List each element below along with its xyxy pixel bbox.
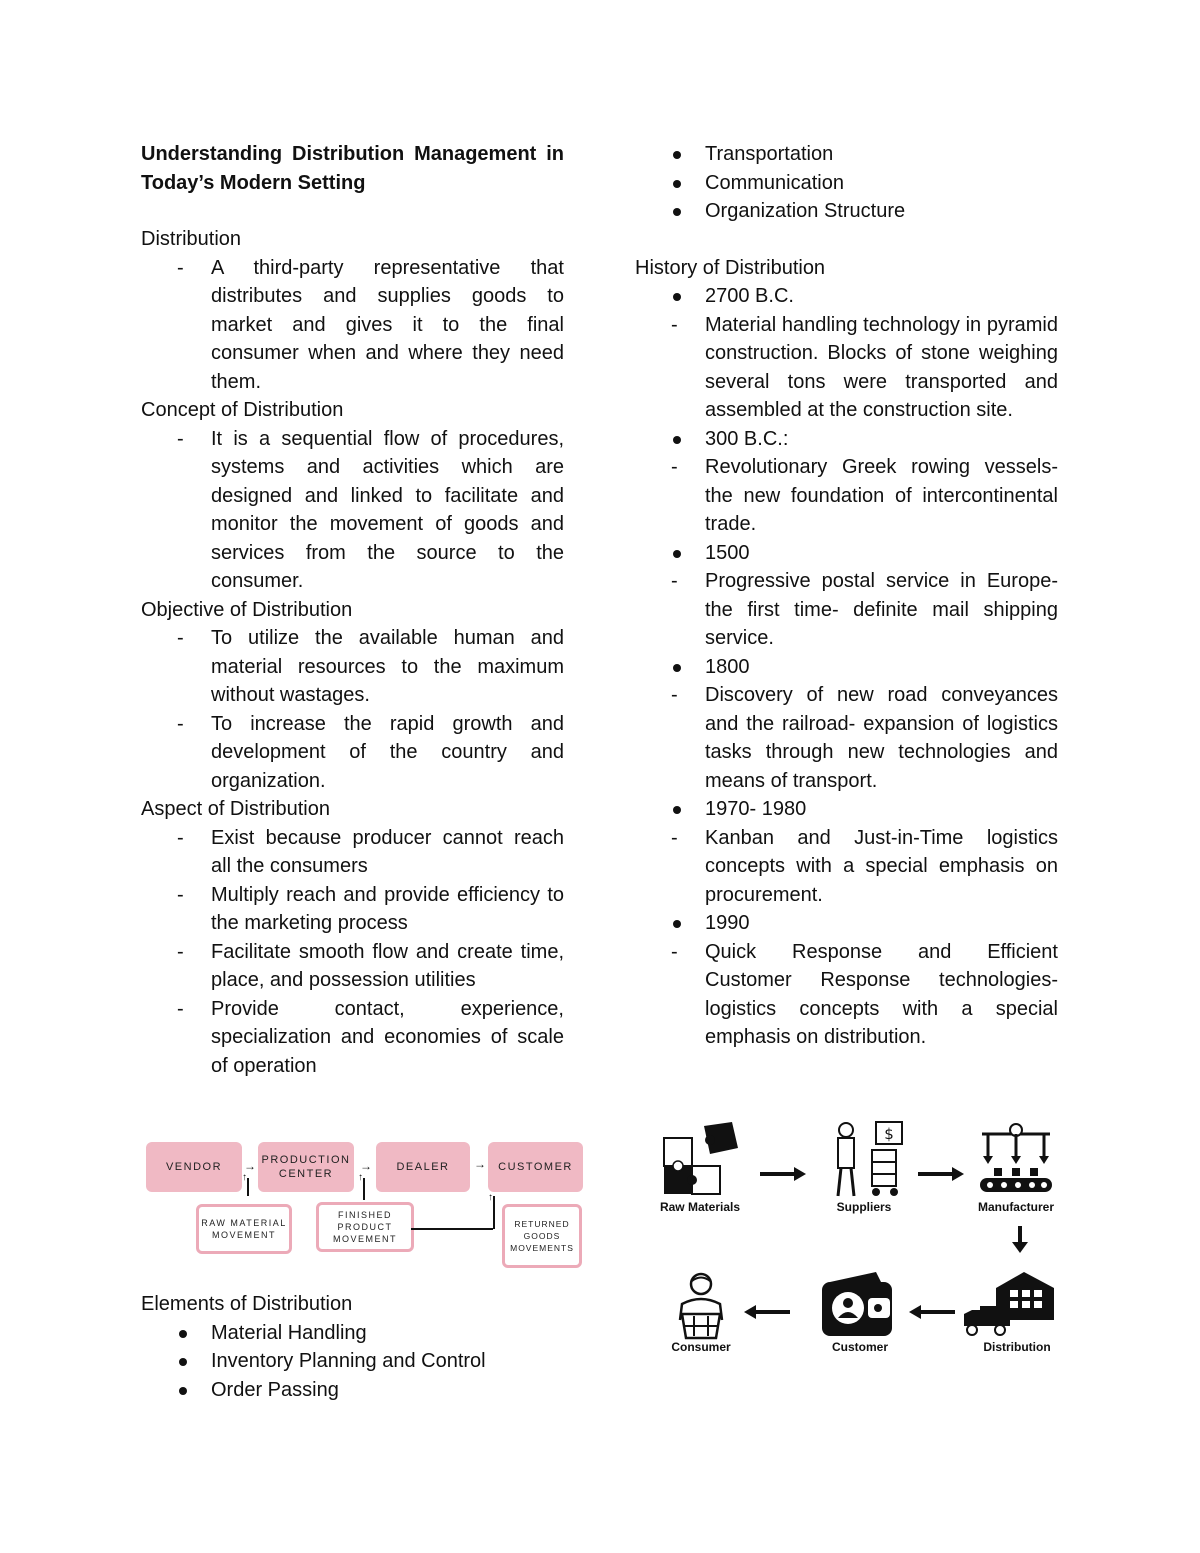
shopper-basket-icon <box>674 1272 728 1340</box>
section-list <box>141 254 564 397</box>
history-text: - Kanban and Just-in-Time logistics concepts with a special emphasis on procurement. <box>635 824 1058 910</box>
history-year: 1800 <box>635 653 1058 682</box>
svg-text:$: $ <box>884 1125 894 1143</box>
section-list <box>141 624 564 795</box>
section-heading: Concept of Distribution <box>141 399 344 421</box>
right-column <box>635 140 1058 1052</box>
arrow-left-icon <box>742 1304 792 1320</box>
chain-label: Customer <box>831 1340 888 1354</box>
list-item: - Provide contact, experience, specialization and economies of scale of operation <box>141 995 564 1081</box>
list-item: Material Handling <box>141 1319 564 1348</box>
list-item: Communication <box>635 169 1058 198</box>
section-heading: Elements of Distribution <box>141 1293 353 1315</box>
history-year: 1500 <box>635 539 1058 568</box>
connector-line <box>363 1178 365 1200</box>
history-text: - Material handling technology in pyramid construction. Blocks of stone weighing several tons were transported and assembled at the construction site. <box>635 311 1058 425</box>
list-item: - Exist because producer cannot reach all the consumers <box>141 824 564 881</box>
connector-line <box>411 1228 493 1230</box>
elements-list-continued <box>635 140 1058 226</box>
history-list <box>635 282 1058 311</box>
section-heading: Distribution <box>141 228 242 250</box>
wallet-icon <box>820 1270 896 1340</box>
section-heading: Objective of Distribution <box>141 598 353 621</box>
distribution-flow-diagram <box>141 1138 586 1268</box>
history-year: 2700 B.C. <box>635 282 1058 311</box>
arrow-up-icon: ↑ <box>242 1172 247 1183</box>
raw-material-movement-box: RAW MATERIAL MOVEMENT <box>196 1204 292 1254</box>
arrow-down-icon <box>1010 1226 1030 1254</box>
arrow-right-icon: → <box>360 1159 372 1173</box>
elements-section <box>141 1290 564 1404</box>
arrow-right-icon <box>916 1166 966 1182</box>
left-column <box>141 140 564 1080</box>
section-list <box>141 824 564 1081</box>
chain-label: Manufacturer <box>977 1200 1054 1214</box>
dealer-box: DEALER <box>376 1142 470 1192</box>
chain-label: Raw Materials <box>659 1200 741 1214</box>
list-item: - Multiply reach and provide efficiency to the marketing process <box>141 881 564 938</box>
history-text: - Quick Response and Efficient Customer Response technologies- logistics concepts with a special emphasis on distribution. <box>635 938 1058 1052</box>
history-text: - Revolutionary Greek rowing vessels- the new foundation of intercontinental trade. <box>635 453 1058 539</box>
returned-goods-movements-box: RETURNED GOODS MOVEMENTS <box>502 1204 582 1268</box>
puzzle-icon <box>662 1120 742 1198</box>
worker-with-cart-icon <box>828 1120 906 1200</box>
arrow-right-icon: → <box>244 1159 256 1173</box>
connector-line <box>493 1196 495 1229</box>
list-item: - To increase the rapid growth and development of the country and organization. <box>141 710 564 796</box>
list-item: Inventory Planning and Control <box>141 1347 564 1376</box>
list-item: Organization Structure <box>635 197 1058 226</box>
history-text: - Progressive postal service in Europe- the first time- definite mail shipping service. <box>635 567 1058 653</box>
history-text: - Discovery of new road conveyances and the railroad- expansion of logistics tasks through new technologies and means of transport. <box>635 681 1058 795</box>
customer-box: CUSTOMER <box>488 1142 583 1192</box>
section-heading: History of Distribution <box>635 256 826 279</box>
section-list <box>141 425 564 596</box>
finished-product-movement-box: FINISHED PRODUCT MOVEMENT <box>316 1202 414 1252</box>
warehouse-truck-icon <box>962 1270 1058 1340</box>
list-item: - It is a sequential flow of procedures, systems and activities which are designed and linked to facilitate and monitor the movement of goods and services from the source to the consumer. <box>141 425 564 596</box>
elements-list <box>141 1319 564 1405</box>
chain-label: Consumer <box>671 1340 731 1354</box>
page-title: Understanding Distribution Management in Today’s Modern Setting <box>141 143 564 194</box>
history-year: 300 B.C.: <box>635 425 1058 454</box>
arrow-left-icon <box>907 1304 957 1320</box>
section-heading: Aspect of Distribution <box>141 798 330 820</box>
list-item: Order Passing <box>141 1376 564 1405</box>
arrow-up-icon: ↑ <box>488 1192 493 1203</box>
history-year: 1970- 1980 <box>635 795 1058 824</box>
history-year: 1990 <box>635 909 1058 938</box>
list-item: - To utilize the available human and material resources to the maximum without wastages. <box>141 624 564 710</box>
list-item: - Facilitate smooth flow and create time, place, and possession utilities <box>141 938 564 995</box>
arrow-right-icon: → <box>474 1157 486 1171</box>
production-center-box: PRODUCTION CENTER <box>258 1142 354 1192</box>
supply-chain-diagram <box>650 1118 1070 1368</box>
chain-label: Suppliers <box>836 1200 892 1214</box>
chain-label: Distribution <box>983 1340 1051 1354</box>
factory-conveyor-icon <box>978 1122 1054 1196</box>
arrow-right-icon <box>758 1166 808 1182</box>
list-item: - A third-party representative that distributes and supplies goods to market and gives it to the final consumer when and where they need them. <box>141 254 564 397</box>
connector-line <box>247 1178 249 1196</box>
arrow-up-icon: ↑ <box>358 1172 363 1183</box>
list-item: Transportation <box>635 140 1058 169</box>
vendor-box: VENDOR <box>146 1142 242 1192</box>
